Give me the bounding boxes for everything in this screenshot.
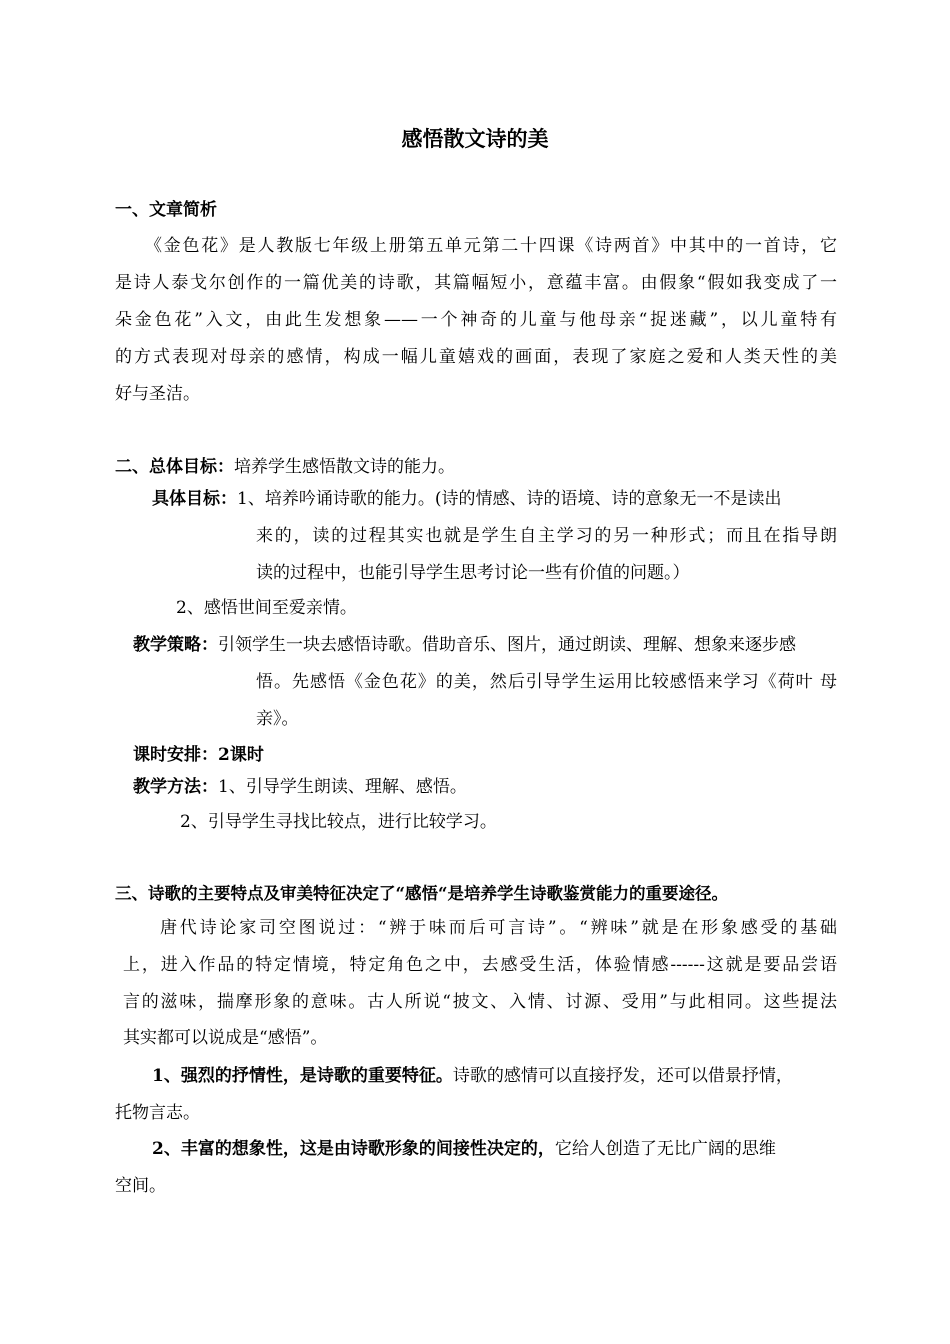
method-item1: 1、引导学生朗读、理解、感悟。 bbox=[218, 777, 467, 797]
section3-heading: 三、诗歌的主要特点及审美特征决定了“感悟“是培养学生诗歌鉴赏能力的重要途径。 bbox=[115, 884, 728, 903]
method-label: 教学方法： bbox=[133, 777, 218, 797]
point2-bold: 2、丰富的想象性，这是由诗歌形象的间接性决定的， bbox=[152, 1139, 555, 1159]
section3-line: 唐代诗论家司空图说过：“辨于味而后可言诗”。“辨味”就是在形象感受的基础 bbox=[160, 918, 837, 938]
strategy-text: 引领学生一块去感悟诗歌。借助音乐、图片，通过朗读、理解、想象来逐步感 bbox=[218, 635, 796, 655]
strategy-line bbox=[133, 631, 837, 659]
method-item2: 2、引导学生寻找比较点，进行比较学习。 bbox=[180, 812, 497, 832]
point2-line bbox=[152, 1135, 837, 1163]
section1-line: 朵金色花”入文，由此生发想象——一个神奇的儿童与他母亲“捉迷藏”，以儿童特有 bbox=[115, 310, 837, 330]
page-title: 感悟散文诗的美 bbox=[401, 126, 549, 151]
strategy-cont: 亲》。 bbox=[256, 709, 299, 729]
section2-heading: 二、总体目标： bbox=[115, 457, 234, 477]
specific-goal-cont: 来的，读的过程其实也就是学生自主学习的另一种形式；而且在指导朗 bbox=[256, 526, 837, 546]
method-line bbox=[133, 773, 467, 801]
specific-goal-item1: 1、培养吟诵诗歌的能力。(诗的情感、诗的语境、诗的意象无一不是读出 bbox=[237, 489, 782, 509]
section3-line: 言的滋味，揣摩形象的意味。古人所说“披文、入情、讨源、受用”与此相同。这些提法 bbox=[123, 992, 837, 1012]
specific-goal-line bbox=[152, 485, 781, 513]
specific-goal-item2: 2、感悟世间至爱亲情。 bbox=[176, 598, 357, 618]
section1-line: 《金色花》是人教版七年级上册第五单元第二十四课《诗两首》中其中的一首诗，它 bbox=[145, 236, 837, 256]
point1-bold: 1、强烈的抒情性，是诗歌的重要特征。 bbox=[152, 1066, 453, 1086]
schedule: 课时安排：2课时 bbox=[133, 745, 264, 765]
point2-text: 它给人创造了无比广阔的思维 bbox=[554, 1139, 776, 1159]
point1-line bbox=[152, 1062, 837, 1090]
section1-line: 的方式表现对母亲的感情，构成一幅儿童嬉戏的画面，表现了家庭之爱和人类天性的美 bbox=[115, 347, 837, 367]
section2-heading-text: 培养学生感悟散文诗的能力。 bbox=[234, 457, 455, 477]
section1-line: 是诗人泰戈尔创作的一篇优美的诗歌，其篇幅短小，意蕴丰富。由假象“假如我变成了一 bbox=[115, 273, 837, 293]
point1-text: 诗歌的感情可以直接抒发，还可以借景抒情， bbox=[452, 1066, 793, 1086]
point2-cont: 空间。 bbox=[115, 1176, 166, 1196]
specific-goal-cont: 读的过程中，也能引导学生思考讨论一些有价值的问题。） bbox=[256, 563, 690, 583]
section1-line: 好与圣洁。 bbox=[115, 384, 200, 404]
strategy-label: 教学策略： bbox=[133, 635, 218, 655]
section2-heading-line bbox=[115, 453, 455, 481]
specific-goal-label: 具体目标： bbox=[152, 489, 237, 509]
section1-heading: 一、文章简析 bbox=[115, 200, 217, 220]
section3-line: 其实都可以说成是“感悟”。 bbox=[123, 1028, 328, 1048]
point1-cont: 托物言志。 bbox=[115, 1103, 200, 1123]
strategy-cont: 悟。先感悟《金色花》的美，然后引导学生运用比较感悟来学习《荷叶 母 bbox=[256, 672, 837, 692]
section3-line: 上，进入作品的特定情境，特定角色之中，去感受生活，体验情感------这就是要品尝语 bbox=[123, 955, 837, 975]
